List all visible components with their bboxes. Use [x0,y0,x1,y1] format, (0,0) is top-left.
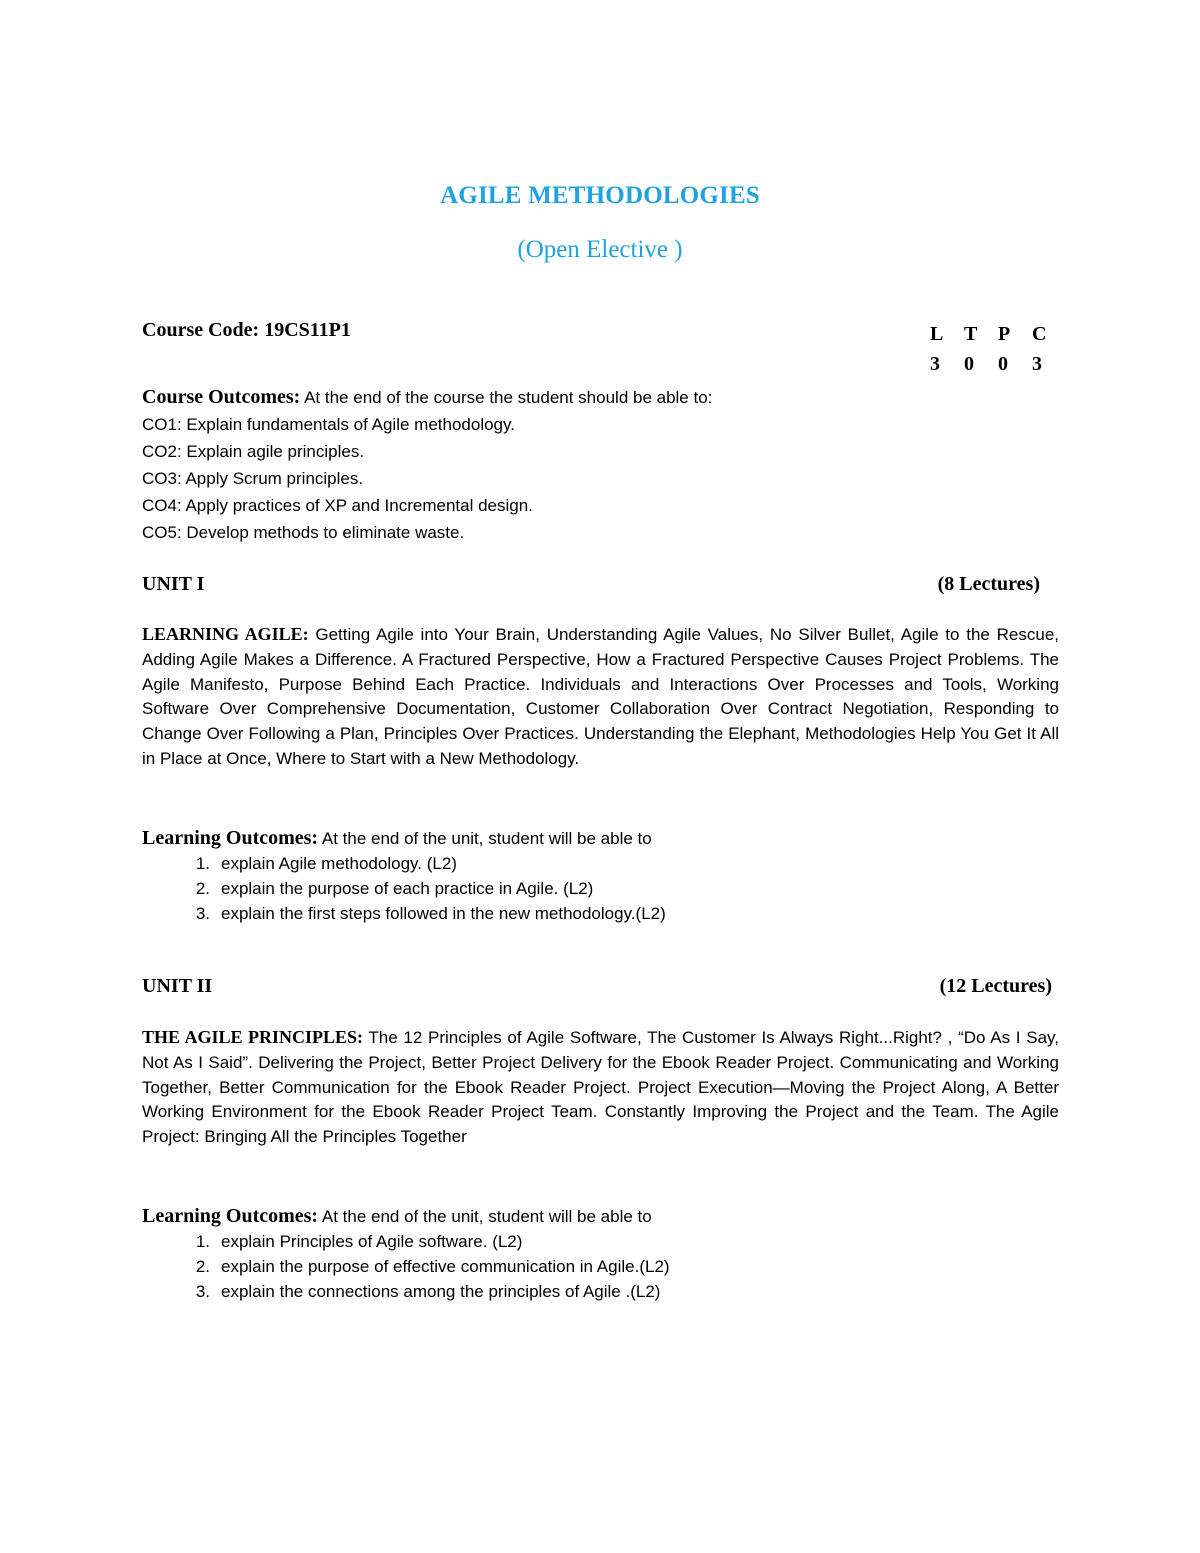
ltpc-table [930,319,1066,379]
unit-1-topics [142,622,1059,772]
ltpc-header-c: C [1032,322,1047,345]
course-outcome-item: CO4: Apply practices of XP and Incremental design. [142,496,533,515]
course-outcome-item: CO1: Explain fundamentals of Agile methodology. [142,415,515,434]
course-outcomes-intro: At the end of the course the student should be able to: [300,388,713,407]
unit-1-learning-outcomes [142,825,1062,926]
unit-2-heading [142,975,1060,998]
list-item-text: explain the first steps followed in the new methodology.(L2) [221,904,666,923]
list-item-number: 1. [195,1232,210,1251]
unit-2-outcomes-intro: At the end of the unit, student will be able to [318,1207,652,1226]
list-item-text: explain the purpose of effective communication in Agile.(L2) [221,1257,670,1276]
list-item-number: 2. [195,879,210,898]
unit-2-topic-label: THE AGILE PRINCIPLES: [142,1027,364,1047]
list-item-number: 3. [195,1282,210,1301]
list-item [142,901,1062,926]
unit-1-lectures: (8 Lectures) [937,573,1040,595]
course-outcomes-heading [142,383,1062,411]
ltpc-header-l: L [930,322,944,345]
list-item-text: explain Agile methodology. (L2) [221,854,457,873]
unit-2-name: UNIT II [142,975,213,997]
list-item [142,851,1062,876]
unit-1-topic-label: LEARNING AGILE: [142,624,309,644]
ltpc-header-p: P [998,322,1011,345]
unit-2-outcomes-heading [142,1203,1062,1229]
course-subtitle: (Open Elective ) [517,236,683,263]
unit-1-name: UNIT I [142,573,205,595]
list-item-number: 2. [195,1257,210,1276]
course-outcome-item: CO3: Apply Scrum principles. [142,469,364,488]
ltpc-value-p: 0 [998,352,1008,375]
unit-2-topic-text: The 12 Principles of Agile Software, The Customer Is Always Right...Right? , “Do As I Say, Not As I Said”. Delivering the Project, Better Project Delivery for the Ebook Reader Project. Communicating and Working Together, Better Communication for the Ebook Reader Project. Project Execution—Moving the Project Along, A Better Working Environment for the Ebook Reader Project Team. Constantly Improving the Project and the Team. The Agile Project: Bringing All the Principles Together [142,1028,1059,1147]
list-item [142,1279,1062,1304]
list-item-number: 3. [195,904,210,923]
unit-1-topic-text: Getting Agile into Your Brain, Understanding Agile Values, No Silver Bullet, Agile to the Rescue, Adding Agile Makes a Difference. A Fractured Perspective, How a Fractured Perspective Causes Project Problems. The Agile Manifesto, Purpose Behind Each Practice. Individuals and Interactions Over Processes and Tools, Working Software Over Comprehensive Documentation, Customer Collaboration Over Contract Negotiation, Responding to Change Over Following a Plan, Principles Over Practices. Understanding the Elephant, Methodologies Help You Get It All in Place at Once, Where to Start with a New Methodology. [142,625,1059,768]
list-item-number: 1. [195,854,210,873]
list-item-text: explain the connections among the principles of Agile .(L2) [221,1282,661,1301]
course-title: AGILE METHODOLOGIES [440,182,760,209]
unit-1-outcomes-heading [142,825,1062,851]
unit-2-lectures: (12 Lectures) [939,975,1052,997]
ltpc-value-row [930,349,1066,379]
list-item [142,1229,1062,1254]
list-item [142,876,1062,901]
course-outcomes-label: Course Outcomes: [142,386,301,408]
unit-2-topics [142,1025,1059,1150]
ltpc-header-row [930,319,1066,349]
course-outcome-item: CO2: Explain agile principles. [142,442,365,461]
unit-2-outcomes-label: Learning Outcomes: [142,1205,319,1227]
course-outcome-item: CO5: Develop methods to eliminate waste. [142,523,465,542]
ltpc-value-c: 3 [1032,352,1042,375]
unit-1-outcomes-intro: At the end of the unit, student will be able to [318,829,652,848]
course-code: Course Code: 19CS11P1 [142,319,351,341]
unit-1-outcomes-label: Learning Outcomes: [142,827,319,849]
list-item [142,1254,1062,1279]
ltpc-value-t: 0 [964,352,974,375]
list-item-text: explain the purpose of each practice in Agile. (L2) [221,879,594,898]
ltpc-header-t: T [964,322,978,345]
unit-2-learning-outcomes [142,1203,1062,1304]
unit-1-heading [142,573,1060,596]
list-item-text: explain Principles of Agile software. (L2) [221,1232,523,1251]
course-outcomes-section [142,383,1062,546]
ltpc-value-l: 3 [930,352,940,375]
